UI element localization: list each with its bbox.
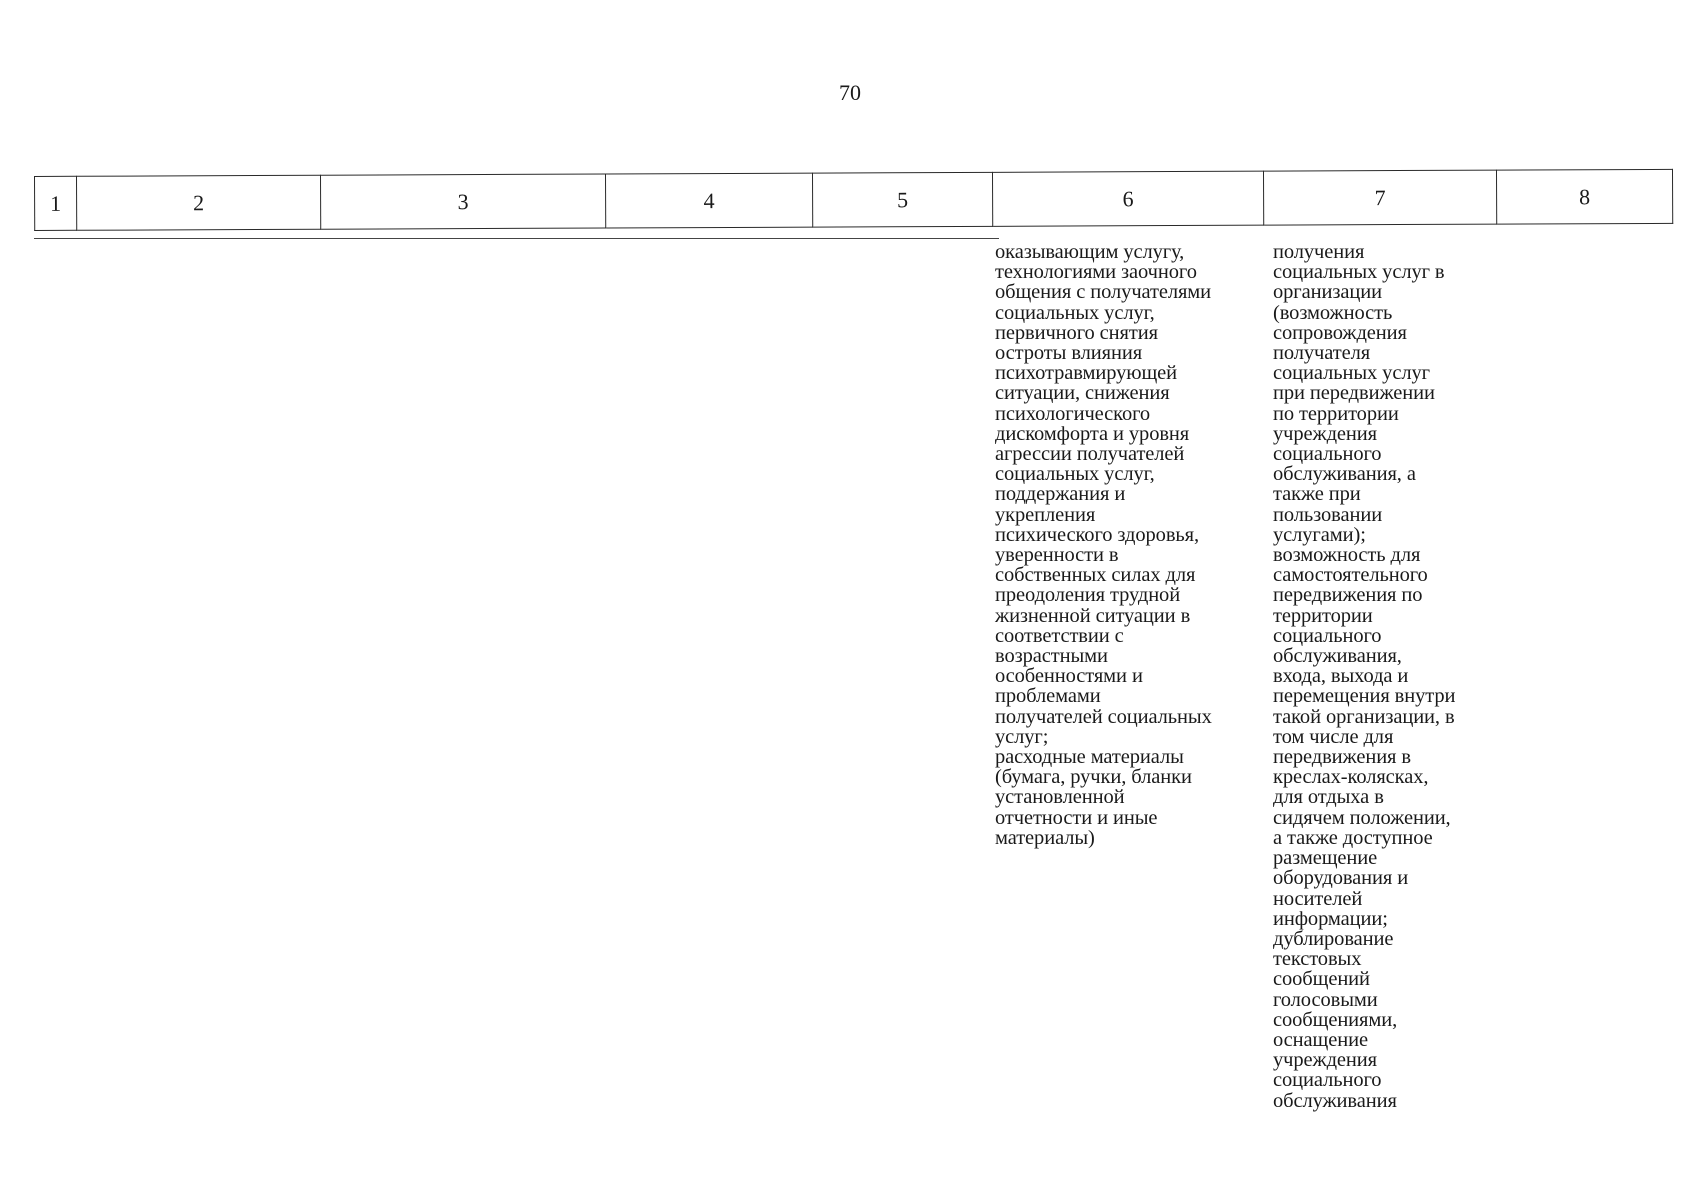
column-header-7: 7 (1263, 170, 1496, 225)
table-body-top-rule (34, 238, 999, 239)
column-header-3: 3 (320, 174, 605, 229)
column-7-cell-text: получения социальных услуг в организации (возможность сопровождения получателя социальных услуг при передвижении по территории учреждения социального обслуживания, а также при пользовании услугами); возможность для самостоятельного передвижения по территории социального обслуживания, входа, выхода и перемещения внутри такой организации, в том числе для передвижения в креслах-колясках, для отдыха в сидячем положении, а также доступное размещение оборудования и носителей информации; дублирование текстовых сообщений голосовыми сообщениями, оснащение учреждения социального обслуживания (1273, 241, 1456, 1112)
column-header-1: 1 (35, 176, 77, 230)
column-header-8: 8 (1496, 169, 1672, 224)
column-header-5: 5 (812, 172, 992, 227)
column-number-header-row (34, 169, 1673, 231)
column-header-4: 4 (605, 173, 812, 228)
column-header-6: 6 (992, 171, 1263, 226)
column-6-cell-text: оказывающим услугу, технологиями заочного общения с получателями социальных услуг, первичного снятия остроты влияния психотравмирующей ситуации, снижения психологического дискомфорта и уровня агрессии получателей социальных услуг, поддержания и укрепления психического здоровья, уверенности в собственных силах для преодоления трудной жизненной ситуации в соответствии с возрастными особенностями и проблемами получателей социальных услуг; расходные материалы (бумага, ручки, бланки установленной отчетности и иные материалы) (995, 241, 1212, 849)
column-header-2: 2 (77, 175, 321, 230)
page-number: 70 (839, 80, 861, 105)
